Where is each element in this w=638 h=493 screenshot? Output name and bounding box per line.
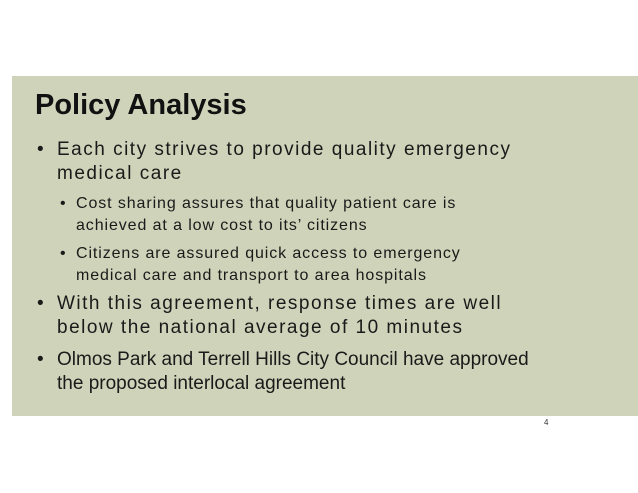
bullet-text-line: the proposed interlocal agreement	[57, 373, 346, 394]
bullet-marker: •	[60, 245, 66, 262]
bullet-text-line: Citizens are assured quick access to emergency	[76, 245, 461, 262]
bullet-text-line: below the national average of 10 minutes	[57, 317, 464, 338]
bullet-marker: •	[37, 293, 44, 314]
bullet-item	[37, 138, 512, 186]
bullet-text-line: With this agreement, response times are well	[57, 293, 503, 314]
bullet-marker: •	[37, 139, 44, 160]
slide-title: Policy Analysis	[35, 89, 247, 121]
bullet-text-line: medical care and transport to area hospitals	[76, 267, 427, 284]
bullet-text-line: Olmos Park and Terrell Hills City Council have approved	[57, 349, 529, 370]
bullet-text-line: achieved at a low cost to its’ citizens	[76, 217, 368, 234]
bullet-marker: •	[37, 349, 44, 370]
page-number: 4	[544, 418, 549, 427]
sub-bullet-item	[60, 243, 461, 287]
bullet-text-line: Each city strives to provide quality emergency	[57, 139, 512, 160]
bullet-item	[37, 292, 503, 340]
bullet-item	[37, 348, 529, 396]
bullet-marker: •	[60, 195, 66, 212]
bullet-text-line: Cost sharing assures that quality patient care is	[76, 195, 457, 212]
bullet-text-line: medical care	[57, 163, 183, 184]
sub-bullet-item	[60, 193, 457, 237]
